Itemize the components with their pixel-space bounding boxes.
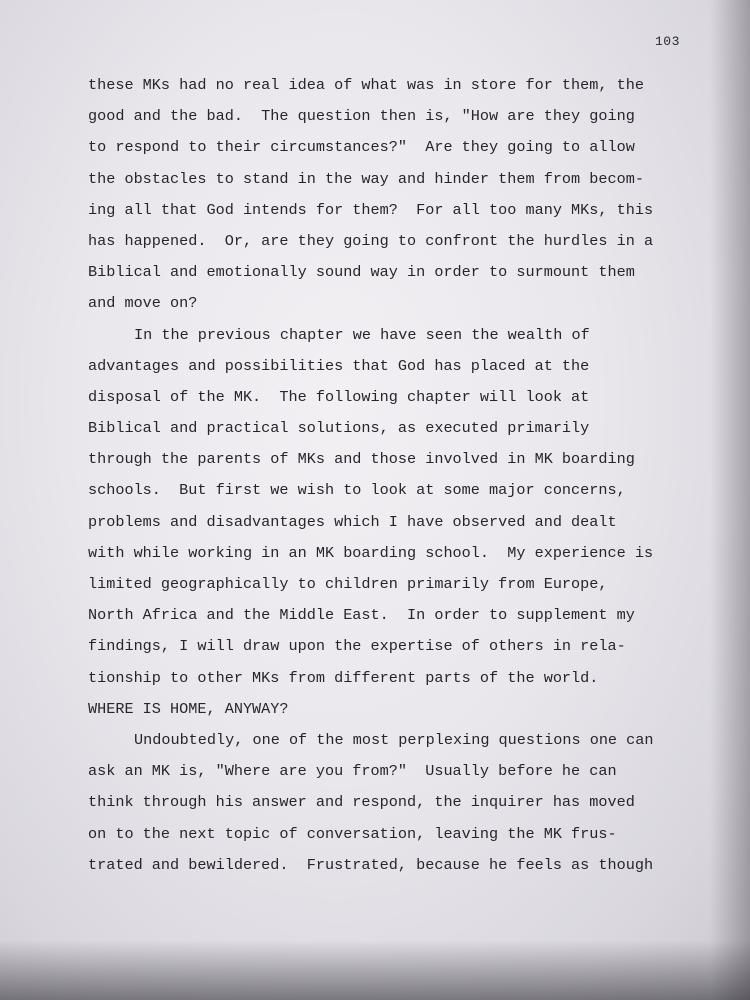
text-line: disposal of the MK. The following chapter will look at — [88, 387, 590, 406]
text-line: schools. But first we wish to look at some major concerns, — [88, 481, 626, 500]
body-text — [88, 70, 698, 881]
section-heading: WHERE IS HOME, ANYWAY? — [88, 699, 289, 718]
text-line: Biblical and emotionally sound way in order to surmount them — [88, 263, 635, 282]
page-edge-shadow — [710, 0, 750, 1000]
text-line: North Africa and the Middle East. In order to supplement my — [88, 606, 635, 625]
text-line: Biblical and practical solutions, as executed primarily — [88, 419, 590, 438]
text-line: with while working in an MK boarding school. My experience is — [88, 543, 654, 562]
text-line: findings, I will draw upon the expertise of others in rela- — [88, 637, 626, 656]
text-line: ing all that God intends for them? For all too many MKs, this — [88, 200, 654, 219]
page-bottom-shadow — [0, 940, 750, 1000]
text-line: ask an MK is, "Where are you from?" Usually before he can — [88, 762, 617, 781]
text-line: to respond to their circumstances?" Are they going to allow — [88, 138, 635, 157]
text-line: has happened. Or, are they going to confront the hurdles in a — [88, 231, 654, 250]
text-line: these MKs had no real idea of what was in store for them, the — [88, 76, 644, 94]
paragraph-start-line: In the previous chapter we have seen the wealth of — [134, 325, 590, 344]
text-line: good and the bad. The question then is, "How are they going — [88, 107, 635, 126]
text-line: on to the next topic of conversation, leaving the MK frus- — [88, 824, 617, 843]
text-line: problems and disadvantages which I have observed and dealt — [88, 512, 617, 531]
text-line: tionship to other MKs from different parts of the world. — [88, 668, 599, 687]
text-line: advantages and possibilities that God has placed at the — [88, 356, 590, 375]
text-line: trated and bewildered. Frustrated, because he feels as though — [88, 855, 654, 874]
text-line: limited geographically to children primarily from Europe, — [88, 575, 608, 593]
text-line: through the parents of MKs and those involved in MK boarding — [88, 450, 635, 469]
text-line: think through his answer and respond, the inquirer has moved — [88, 793, 635, 812]
page-number: 103 — [655, 34, 680, 49]
paragraph-start-line: Undoubtedly, one of the most perplexing questions one can — [134, 730, 654, 749]
text-line: the obstacles to stand in the way and hinder them from becom- — [88, 169, 644, 188]
text-line: and move on? — [88, 294, 198, 313]
